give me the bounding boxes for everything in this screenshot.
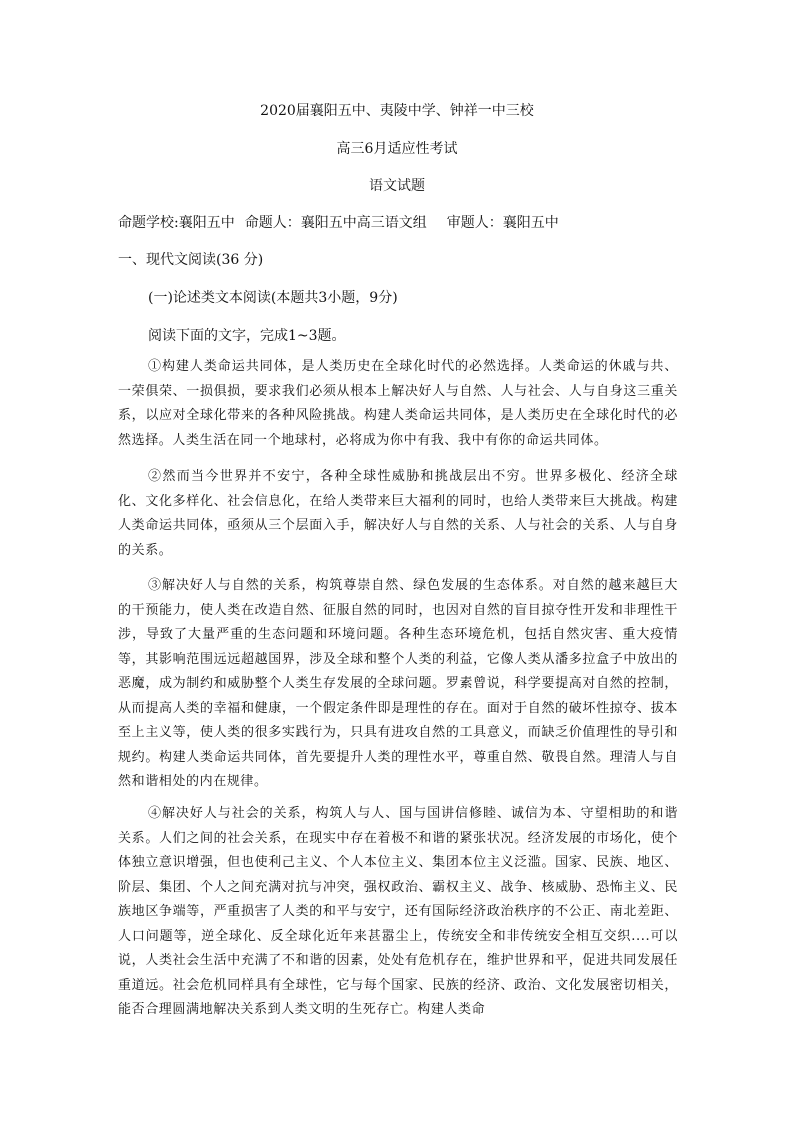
passage-paragraph-3: ③解决好人与自然的关系，构筑尊崇自然、绿色发展的生态体系。对自然的越来越巨大的干预能力，使人类在改造自然、征服自然的同时，也因对自然的盲目掠夺性开发和非理性干涉，导致了大量严重的生态问题和环境问题。各种生态环境危机，包括自然灾害、重大疫情等，其影响范围远远超越国界，涉及全球和整个人类的利益，它像人类从潘多拉盒子中放出的恶魔，成为制约和威胁整个人类生存发展的全球问题。罗素曾说，科学要提高对自然的控制，从而提高人类的幸福和健康，一个假定条件即是理性的存在。面对于自然的破坏性掠夺、拔本至上主义等，使人类的很多实践行为，只具有进攻自然的工具意义，而缺乏价值理性的导引和规约。构建人类命运共同体，首先要提升人类的理性水平，尊重自然、敬畏自然。理清人与自然和谐相处的内在规律。 xyxy=(118,578,678,789)
section-heading: 一、现代文阅读(36 分) xyxy=(118,252,264,268)
subsection-heading: (一)论述类文本阅读(本题共3小题，9分) xyxy=(148,290,398,306)
setter-info-line xyxy=(118,212,559,232)
passage-paragraph-2: ②然而当今世界并不安宁，各种全球性威胁和挑战层出不穷。世界多极化、经济全球化、文化多样化、社会信息化，在给人类带来巨大福利的同时，也给人类带来巨大挑战。构建人类命运共同体，亟须从三个层面入手，解决好人与自然的关系、人与社会的关系、人与自身的关系。 xyxy=(118,469,678,558)
exam-title-name: 高三6月适应性考试 xyxy=(336,141,458,157)
setter-person: 命题人：襄阳五中高三语文组 xyxy=(244,215,427,231)
setter-school: 命题学校:襄阳五中 xyxy=(118,215,235,231)
reviewer: 审题人：襄阳五中 xyxy=(446,215,559,231)
reading-instruction: 阅读下面的文字，完成1~3题。 xyxy=(148,328,346,344)
passage-paragraph-4: ④解决好人与社会的关系，构筑人与人、国与国讲信修睦、诚信为本、守望相助的和谐关系。人们之间的社会关系，在现实中存在着极不和谐的紧张状况。经济发展的市场化，使个体独立意识增强，但也使利己主义、个人本位主义、集团本位主义泛滥。国家、民族、地区、阶层、集团、个人之间充满对抗与冲突，强权政治、霸权主义、战争、核威胁、恐怖主义、民族地区争端等，严重损害了人类的和平与安宁，还有国际经济政治秩序的不公正、南北差距、人口问题等，逆全球化、反全球化近年来甚嚣尘上，传统安全和非传统安全相互交织....可以说，人类社会生活中充满了不和谐的因素，处处有危机存在，维护世界和平，促进共同发展任重道远。社会危机同样具有全球性，它与每个国家、民族的经济、政治、文化发展密切相关，能否合理圆满地解决关系到人类文明的生死存亡。构建人类命 xyxy=(118,806,678,1017)
passage-paragraph-1: ①构建人类命运共同体，是人类历史在全球化时代的必然选择。人类命运的休戚与共、一荣俱荣、一损俱损，要求我们必须从根本上解决好人与自然、人与社会、人与自身这三重关系，以应对全球化带来的各种风险挑战。构建人类命运共同体，是人类历史在全球化时代的必然选择。人类生活在同一个地球村，必将成为你中有我、我中有你的命运共同体。 xyxy=(118,359,678,448)
exam-subject: 语文试题 xyxy=(369,178,425,194)
exam-title-schools: 2020届襄阳五中、夷陵中学、钟祥一中三校 xyxy=(260,103,534,119)
